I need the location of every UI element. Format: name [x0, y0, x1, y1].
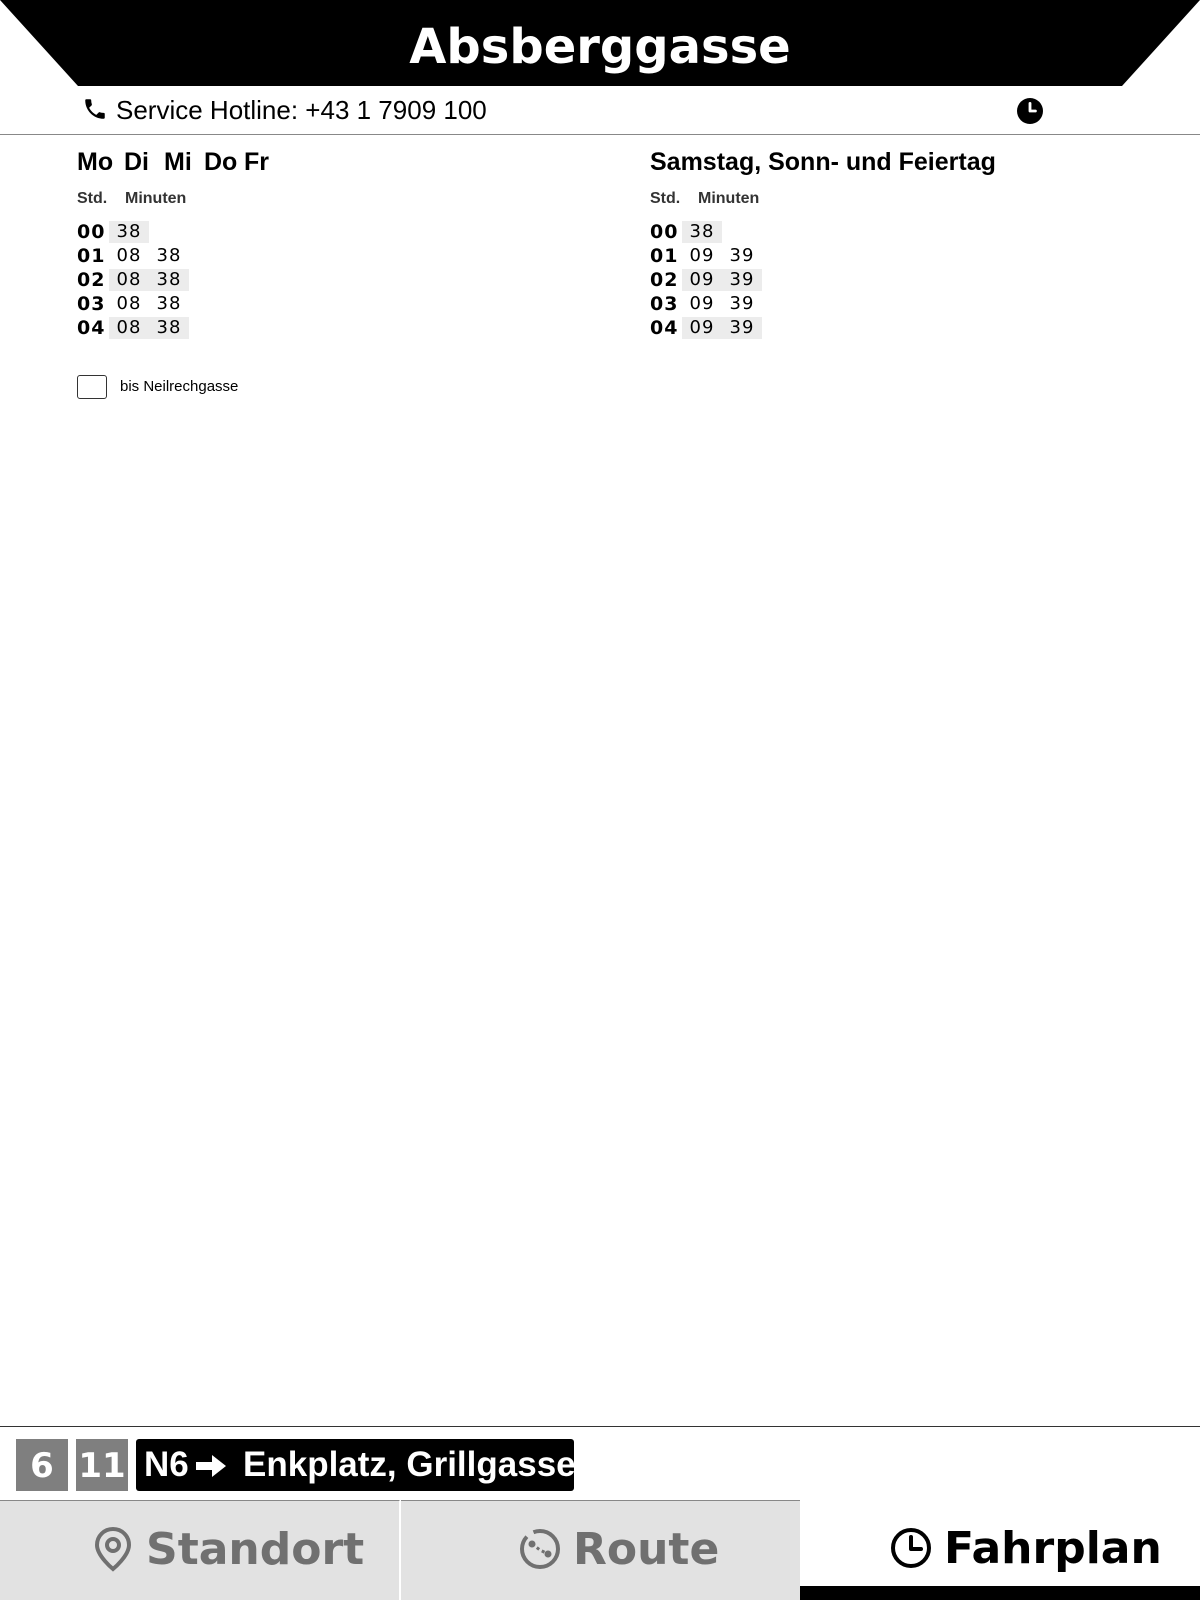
- hour-cell: 02: [650, 269, 679, 291]
- minutes-cell: [109, 293, 189, 315]
- tab-label: Fahrplan: [944, 1522, 1162, 1574]
- minute-value: 38: [156, 269, 182, 290]
- minute-value: 38: [689, 221, 715, 242]
- tab-fahrplan[interactable]: [800, 1500, 1200, 1600]
- weekend-title: Samstag, Sonn- und Feiertag: [650, 148, 996, 176]
- hour-cell: 01: [650, 245, 679, 267]
- timetable-row: [77, 268, 274, 292]
- timetable-row: [650, 316, 996, 340]
- weekday-timetable: [77, 146, 274, 340]
- minute-value: 39: [729, 269, 755, 290]
- minute-value: 38: [156, 317, 182, 338]
- route-icon: [519, 1526, 561, 1572]
- timetable-row: [650, 268, 996, 292]
- minute-value: 09: [689, 245, 715, 266]
- current-route-badge[interactable]: [136, 1439, 574, 1491]
- line-badge[interactable]: 11: [76, 1439, 128, 1491]
- tab-label: Standort: [146, 1523, 365, 1575]
- location-pin-icon: [92, 1526, 134, 1572]
- day-label: Mi: [164, 148, 192, 176]
- tab-standort[interactable]: [0, 1500, 400, 1600]
- minutes-cell: [682, 269, 762, 291]
- timetable-row: [77, 316, 274, 340]
- minutes-cell: [109, 317, 189, 339]
- hour-cell: 04: [77, 317, 106, 339]
- minute-value: 38: [116, 221, 142, 242]
- minute-value: 39: [729, 245, 755, 266]
- minute-value: 38: [156, 245, 182, 266]
- header-banner: [0, 0, 1200, 86]
- hour-cell: 02: [77, 269, 106, 291]
- minutes-column-header: Minuten: [125, 190, 187, 207]
- hour-cell: 00: [650, 221, 679, 243]
- arrow-right-icon: [194, 1453, 228, 1479]
- minutes-cell: [682, 245, 762, 267]
- weekend-timetable: [650, 146, 996, 340]
- minutes-cell: [109, 221, 149, 243]
- service-hotline[interactable]: Service Hotline: +43 1 7909 100: [116, 95, 487, 125]
- route-strip: [0, 1426, 1200, 1501]
- timetable-column-headers: [650, 190, 996, 220]
- timetable-rows: [650, 220, 996, 340]
- minutes-cell: [682, 221, 722, 243]
- timetable-row: [650, 292, 996, 316]
- timetable-column-headers: [77, 190, 274, 220]
- clock-icon: [890, 1525, 932, 1571]
- timetable-row: [650, 244, 996, 268]
- minutes-cell: [682, 317, 762, 339]
- minutes-cell: [109, 245, 189, 267]
- legend-label: bis Neilrechgasse: [120, 378, 239, 395]
- minute-value: 39: [729, 317, 755, 338]
- hour-column-header: Std.: [77, 190, 108, 207]
- stop-title: Absberggasse: [409, 19, 791, 75]
- minutes-column-header: Minuten: [698, 190, 760, 207]
- hour-cell: 04: [650, 317, 679, 339]
- line-badge[interactable]: 6: [16, 1439, 68, 1491]
- timetable-row: [77, 292, 274, 316]
- minute-value: 08: [116, 293, 142, 314]
- minute-value: 39: [729, 293, 755, 314]
- minutes-cell: [682, 293, 762, 315]
- hour-cell: 03: [650, 293, 679, 315]
- minutes-cell: [109, 269, 189, 291]
- minute-value: 38: [156, 293, 182, 314]
- day-label: Do: [204, 148, 238, 176]
- weekday-days: [77, 146, 274, 182]
- day-label: Mo: [77, 148, 114, 176]
- hour-cell: 00: [77, 221, 106, 243]
- active-tab-indicator: [800, 1586, 1200, 1600]
- timetable-row: [77, 244, 274, 268]
- tab-route[interactable]: [401, 1500, 800, 1600]
- current-line-code: N6: [144, 1445, 189, 1484]
- timetable-row: [77, 220, 274, 244]
- minute-value: 09: [689, 293, 715, 314]
- minute-value: 09: [689, 269, 715, 290]
- hour-cell: 01: [77, 245, 106, 267]
- bottom-tab-bar: [0, 1500, 1200, 1600]
- route-destination: Enkplatz, Grillgasse: [243, 1445, 576, 1484]
- hour-cell: 03: [77, 293, 106, 315]
- day-label: Fr: [244, 148, 269, 176]
- minute-value: 08: [116, 317, 142, 338]
- minute-value: 08: [116, 245, 142, 266]
- legend-swatch: [77, 375, 107, 399]
- hotline-bar: [0, 86, 1200, 135]
- tab-label: Route: [573, 1523, 720, 1575]
- day-label: Di: [124, 148, 149, 176]
- clock-icon[interactable]: [1017, 98, 1043, 124]
- minute-value: 08: [116, 269, 142, 290]
- timetable-row: [650, 220, 996, 244]
- minute-value: 09: [689, 317, 715, 338]
- phone-icon: [82, 96, 108, 122]
- hour-column-header: Std.: [650, 190, 681, 207]
- timetable-rows: [77, 220, 274, 340]
